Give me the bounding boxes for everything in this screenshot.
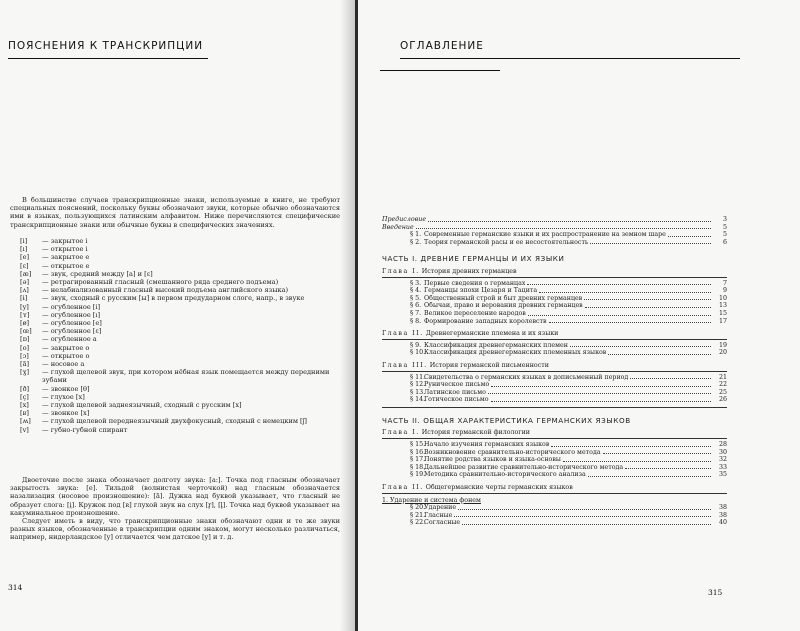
- symbol-description: — закрытое i: [42, 237, 88, 245]
- symbol-description: — огубленное [ı]: [42, 310, 101, 319]
- symbol-description: — нелабиализованный гласный высокий подъема английского языка): [42, 286, 289, 295]
- intro-text: В большинстве случаев транскрипционные знаки, используемые в книге, не требуют специальных пояснений, поскольку буквы обозначают звуки, которые обычно обозначаются ими в языках, пользующихся латинским алфавитом. Ниже перечисляются специфические транскрипционные знаки или обычные буквы в специфических значениях.: [10, 196, 340, 229]
- toc-section-title: Общественный строй и быт древних германцев: [424, 294, 583, 302]
- toc-section-title: Германцы эпохи Цезаря и Тацита: [424, 287, 538, 295]
- toc-leader-dots: [462, 524, 711, 525]
- toc-section-title: Первые сведения о германцах: [424, 279, 526, 287]
- symbol-glyph: [ɣ]: [20, 368, 30, 377]
- toc-leader-dots: [454, 516, 711, 517]
- toc-section-title: Начало изучения германских языков: [424, 441, 550, 449]
- symbol-glyph: [ɒ]: [20, 335, 30, 344]
- toc-section-number: § 15.: [410, 441, 426, 449]
- symbol-entry: [20, 426, 340, 434]
- toc-leader-dots: [488, 393, 711, 394]
- toc-chapter-rule: [382, 438, 727, 439]
- toc-entry: [382, 287, 727, 295]
- toc-section-title: Теория германской расы и ее несостоятельность: [424, 238, 589, 246]
- toc-front-entry: [382, 224, 727, 232]
- toc-leader-dots: [428, 221, 711, 222]
- symbol-description: — губно-губной спирант: [42, 425, 128, 434]
- toc-part-title: ЧАСТЬ I. ДРЕВНИЕ ГЕРМАНЦЫ И ИХ ЯЗЫКИ: [382, 254, 565, 264]
- toc-chapter-heading: [382, 268, 727, 276]
- toc-entry: [382, 342, 727, 350]
- toc-chapter-rule: [382, 493, 727, 494]
- toc-page-number: 38: [718, 511, 727, 519]
- right-running-head: ОГЛАВЛЕНИЕ: [400, 40, 484, 52]
- symbol-entry: [20, 393, 340, 401]
- symbol-entry: [20, 303, 340, 311]
- toc-entry-title: [410, 519, 460, 527]
- toc-entry: [382, 464, 727, 472]
- toc-chapter-label: Глава I.: [382, 267, 420, 275]
- toc-chapter-title: Древнегерманские племена и их языки: [423, 330, 559, 338]
- symbol-glyph: [i]: [20, 237, 28, 245]
- toc-chapter-heading: [382, 362, 727, 370]
- toc-leader-dots: [416, 228, 711, 229]
- toc-section-number: § 7.: [410, 309, 422, 317]
- symbol-glyph: [ð]: [20, 384, 30, 393]
- symbol-entry: [20, 311, 340, 319]
- toc-leader-dots: [668, 236, 711, 237]
- toc-page-number: 3: [722, 216, 727, 223]
- toc-chapter-label: Глава III.: [382, 361, 428, 369]
- toc-page-number: 5: [722, 231, 727, 239]
- toc-page-number: 25: [718, 388, 727, 396]
- toc-section-number: § 18.: [410, 463, 426, 471]
- toc-page-number: 13: [718, 302, 727, 310]
- toc-leader-dots: [491, 401, 711, 402]
- toc-entry-title: [410, 295, 582, 303]
- toc-entry-title: [410, 302, 583, 310]
- toc-entry: [382, 456, 727, 464]
- toc-part-title: ЧАСТЬ II. ОБЩАЯ ХАРАКТЕРИСТИКА ГЕРМАНСКИХ ЯЗЫКОВ: [382, 415, 631, 425]
- toc-section-title: Методика сравнительно-исторического анализа: [424, 471, 586, 479]
- toc-page-number: 21: [718, 373, 727, 381]
- toc-page-number: 22: [718, 381, 727, 389]
- toc-entry: [382, 318, 727, 326]
- toc-section-number: § 20.: [410, 504, 426, 512]
- toc-section-number: § 12.: [410, 381, 426, 389]
- symbol-entry: [20, 245, 340, 253]
- toc-section-title: Обычаи, право и верования древних германцев: [424, 302, 583, 310]
- toc-leader-dots: [590, 243, 711, 244]
- toc-leader-dots: [551, 446, 711, 447]
- transcription-symbol-list: [20, 237, 340, 434]
- toc-entry-title: [410, 239, 588, 247]
- left-head-rule: [8, 58, 208, 59]
- toc-entry: [382, 381, 727, 389]
- toc-leader-dots: [630, 378, 711, 379]
- toc-entry: [382, 295, 727, 303]
- symbol-glyph: [x]: [20, 401, 29, 410]
- toc-section-title: Дальнейшее развитие сравнительно-исторического метода: [424, 463, 624, 471]
- toc-leader-dots: [570, 346, 711, 347]
- toc-page-number: 38: [718, 504, 727, 512]
- toc-section-title: Готическое письмо: [424, 396, 489, 404]
- symbol-glyph: [œ]: [20, 327, 32, 336]
- toc-section-title: Классификация древнегерманских племен: [424, 341, 568, 349]
- toc-section-number: § 16.: [410, 448, 426, 456]
- toc-entry-title: [410, 504, 456, 512]
- toc-entry-title: [410, 342, 568, 350]
- symbol-description: — закрытое e: [42, 253, 90, 262]
- toc-entry: [382, 396, 727, 404]
- symbol-description: — глухой щелевой звук, при котором нёбная язык помещается между передними зубами: [42, 368, 330, 385]
- toc-page-number: 20: [718, 349, 727, 357]
- toc-entry-title: [410, 318, 547, 326]
- symbol-entry: [20, 270, 340, 278]
- toc-section-title: Согласные: [424, 519, 461, 527]
- symbol-glyph: [ɨ]: [20, 294, 28, 303]
- symbol-glyph: [ɛ]: [20, 261, 29, 270]
- toc-page-number: 17: [718, 317, 727, 325]
- symbol-entry: [20, 368, 340, 384]
- toc-chapter-rule: [382, 371, 727, 372]
- toc-leader-dots: [584, 299, 711, 300]
- toc-entry: [382, 349, 727, 357]
- toc-entry: [382, 449, 727, 457]
- toc-entry-title: [410, 456, 561, 464]
- symbol-glyph: [ʌ]: [20, 286, 29, 295]
- toc-entry: [382, 302, 727, 310]
- toc-entry: [382, 512, 727, 520]
- symbol-description: — глухой щелевой заднеязычный, сходный с русским [х]: [42, 401, 242, 410]
- symbol-entry: [20, 417, 340, 425]
- toc-chapter-heading: [382, 429, 727, 437]
- symbol-entry: [20, 237, 340, 245]
- toc-section-number: § 8.: [410, 317, 422, 325]
- toc-leader-dots: [585, 307, 711, 308]
- toc-page-number: 35: [718, 471, 727, 479]
- symbol-entry: [20, 327, 340, 335]
- table-of-contents: [382, 216, 727, 527]
- symbol-glyph: [y]: [20, 302, 29, 311]
- symbol-description: — звук, средний между [a] и [ɛ]: [42, 269, 153, 278]
- symbol-entry: [20, 278, 340, 286]
- toc-entry-title: [410, 374, 628, 382]
- toc-section-title: Возникновение сравнительно-исторического метода: [424, 448, 601, 456]
- symbol-glyph: [ɔ]: [20, 351, 29, 360]
- toc-section-title: Руническое письмо: [424, 381, 490, 389]
- toc-chapter-label: Глава II.: [382, 330, 424, 338]
- toc-leader-dots: [528, 315, 711, 316]
- toc-leader-dots: [491, 386, 711, 387]
- toc-entry: [382, 280, 727, 288]
- toc-section-title: Ударение: [424, 504, 457, 512]
- toc-entry-title: [410, 396, 489, 404]
- toc-section-number: § 5.: [410, 294, 422, 302]
- toc-section-number: § 10.: [410, 349, 426, 357]
- toc-page-number: 33: [718, 463, 727, 471]
- toc-entry: [382, 441, 727, 449]
- toc-entry-title: [410, 310, 526, 318]
- toc-section-number: § 19.: [410, 471, 426, 479]
- toc-section-title: Гласные: [424, 511, 453, 519]
- toc-section-number: § 11.: [410, 373, 426, 381]
- right-head-rule: [400, 58, 740, 59]
- toc-entry-title: Предисловие: [382, 216, 427, 223]
- toc-section-title: Формирование западных королевств: [424, 317, 547, 325]
- toc-page-number: 30: [718, 448, 727, 456]
- toc-leader-dots: [539, 292, 711, 293]
- toc-section-number: § 1.: [410, 231, 422, 239]
- transcription-notes: [10, 476, 340, 542]
- symbol-description: — огубленное [i]: [42, 302, 101, 311]
- toc-entry: [382, 374, 727, 382]
- toc-leader-dots: [549, 322, 711, 323]
- toc-leader-dots: [608, 354, 711, 355]
- symbol-entry: [20, 319, 340, 327]
- toc-section-number: § 22.: [410, 519, 426, 527]
- toc-chapter-heading: [382, 330, 727, 338]
- toc-chapter-title: История германской письменности: [427, 361, 549, 369]
- toc-section-title: Классификация древнегерманских племенных языков: [424, 349, 607, 357]
- symbol-description: — звонкое [θ]: [42, 384, 90, 393]
- symbol-entry: [20, 352, 340, 360]
- toc-chapter-title: История германской филологии: [419, 429, 530, 437]
- toc-section-number: § 3.: [410, 279, 422, 287]
- symbol-description: — огубленное [e]: [42, 319, 102, 328]
- toc-entry: [382, 310, 727, 318]
- toc-leader-dots: [563, 461, 711, 462]
- toc-leader-dots: [588, 476, 711, 477]
- left-page-number: 314: [8, 583, 23, 592]
- symbol-glyph: [e]: [20, 253, 30, 262]
- symbol-entry: [20, 253, 340, 261]
- toc-page-number: 26: [718, 396, 727, 404]
- toc-section-title: Латинское письмо: [424, 388, 486, 396]
- toc-leader-dots: [458, 509, 711, 510]
- toc-section-number: § 17.: [410, 456, 426, 464]
- symbol-description: — звонкое [х]: [42, 409, 90, 418]
- toc-leader-dots: [603, 453, 711, 454]
- toc-section-number: § 2.: [410, 238, 422, 246]
- toc-chapter-title: История древних германцев: [419, 267, 517, 275]
- symbol-entry: [20, 294, 340, 302]
- toc-entry: [382, 519, 727, 527]
- symbol-description: — ретрагированный гласный (смешанного ряда среднего подъема): [42, 278, 279, 287]
- toc-entry-title: [410, 287, 537, 295]
- symbol-description: — закрытое о: [42, 343, 90, 352]
- toc-entry-title: [410, 280, 525, 288]
- symbol-entry: [20, 360, 340, 368]
- toc-chapter-heading: [382, 484, 727, 492]
- toc-entry: [382, 239, 727, 247]
- symbol-entry: [20, 286, 340, 294]
- toc-entry-title: [410, 441, 549, 449]
- toc-page-number: 32: [718, 456, 727, 464]
- symbol-glyph: [ʍ]: [20, 417, 31, 426]
- toc-chapter-title: Общегерманские черты германских языков: [423, 484, 573, 492]
- toc-section-title: Современные германские языки и их распространение на земном шаре: [424, 231, 666, 239]
- toc-entry-title: [410, 389, 486, 397]
- toc-section-number: § 14.: [410, 396, 426, 404]
- symbol-glyph: [ı]: [20, 245, 28, 254]
- toc-page-number: 5: [722, 223, 727, 231]
- symbol-description: — огубленное а: [42, 335, 97, 344]
- symbol-glyph: [ə]: [20, 278, 30, 287]
- toc-entry-title: Введение: [382, 223, 414, 231]
- toc-page-number: 28: [718, 441, 727, 449]
- toc-entry: [382, 504, 727, 512]
- symbol-description: — открытое о: [42, 351, 90, 360]
- toc-chapter-rule: [382, 277, 727, 278]
- symbol-description: — открытое e: [42, 261, 90, 270]
- symbol-entry: [20, 409, 340, 417]
- toc-page-number: 7: [722, 279, 727, 287]
- toc-page-number: 15: [718, 309, 727, 317]
- toc-section-number: § 4.: [410, 287, 422, 295]
- toc-entry-title: [410, 381, 489, 389]
- symbol-glyph: [o]: [20, 343, 30, 352]
- symbol-glyph: [ʏ]: [20, 310, 30, 319]
- toc-section-number: § 21.: [410, 511, 426, 519]
- toc-section-number: § 9.: [410, 341, 422, 349]
- toc-chapter-label: Глава II.: [382, 484, 424, 492]
- symbol-description: — глухое [x]: [42, 392, 85, 401]
- gutter-shadow: [340, 0, 355, 631]
- symbol-glyph: [ʁ]: [20, 409, 29, 418]
- toc-section-title: Великое переселение народов: [424, 309, 526, 317]
- toc-section-number: § 6.: [410, 302, 422, 310]
- toc-subheading: 1. Ударение и система фонем: [382, 496, 481, 504]
- toc-part-rule: [382, 407, 727, 408]
- toc-front-entry: [382, 216, 727, 224]
- toc-section-title: Понятие родства языков и языка-основы: [424, 456, 561, 464]
- toc-page-number: 6: [722, 238, 727, 246]
- toc-section-title: Свидетельства о германских языках в дописьменный период: [424, 373, 629, 381]
- toc-entry: [382, 389, 727, 397]
- toc-page-number: 40: [718, 519, 727, 527]
- notes-paragraph: Двоеточие после знака обозначает долготу звука: [a:]. Точка под гласным обозначает закрытость звука: [e]. Тильдой (волнистая черточкой) над гласным обозначается назализация (носовое произношение): [ã]. Дужка над буквой указывает, что гласный не образует слога: [i̯]. Кружок под [ʀ] глухой звук на слух [r̥], [l̥]. Точка над буквой указывает на какуминальное произношение.: [10, 476, 340, 517]
- symbol-glyph: [ã]: [20, 360, 30, 369]
- toc-section-number: § 13.: [410, 388, 426, 396]
- toc-leader-dots: [625, 468, 711, 469]
- symbol-glyph: [ç]: [20, 392, 29, 401]
- toc-leader-dots: [527, 284, 711, 285]
- symbol-glyph: [ø]: [20, 319, 30, 328]
- symbol-description: — огубленное [ɛ]: [42, 327, 102, 336]
- symbol-description: — носовое а: [42, 360, 85, 369]
- symbol-entry: [20, 262, 340, 270]
- symbol-description: — глухой щелевой переднеязычный двухфокусный, сходный с немецким [ʃ]: [42, 417, 307, 426]
- symbol-description: — открытое i: [42, 245, 88, 254]
- transcription-intro: [10, 196, 340, 229]
- toc-chapter-rule: [382, 339, 727, 340]
- toc-entry: [382, 471, 727, 479]
- right-page-number: 315: [708, 588, 723, 597]
- toc-entry-title: [410, 471, 586, 479]
- symbol-description: — звук, сходный с русским [ы] в первом предударном слоге, напр., в звуке: [42, 294, 305, 303]
- toc-page-number: 9: [722, 287, 727, 295]
- symbol-glyph: [v]: [20, 425, 29, 434]
- toc-entry-title: [410, 464, 623, 472]
- symbol-entry: [20, 385, 340, 393]
- notes-paragraph: Следует иметь в виду, что транскрипционные знаки обозначают одни и те же звуки разных языков, обозначенные в транскрипции одним знаком, могут несколько различаться, например, нидерландское [y] отличается чем датское [y] и т. д.: [10, 517, 340, 542]
- toc-entry: [382, 231, 727, 239]
- right-short-rule: [380, 70, 500, 71]
- symbol-glyph: [æ]: [20, 269, 32, 278]
- symbol-entry: [20, 344, 340, 352]
- toc-page-number: 19: [718, 341, 727, 349]
- left-running-head: ПОЯСНЕНИЯ К ТРАНСКРИПЦИИ: [8, 40, 204, 52]
- toc-chapter-label: Глава I.: [382, 429, 420, 437]
- toc-entry-title: [410, 349, 606, 357]
- toc-entry-title: [410, 449, 601, 457]
- toc-entry-title: [410, 512, 452, 520]
- symbol-entry: [20, 401, 340, 409]
- toc-entry-title: [410, 231, 666, 239]
- toc-page-number: 10: [718, 294, 727, 302]
- symbol-entry: [20, 335, 340, 343]
